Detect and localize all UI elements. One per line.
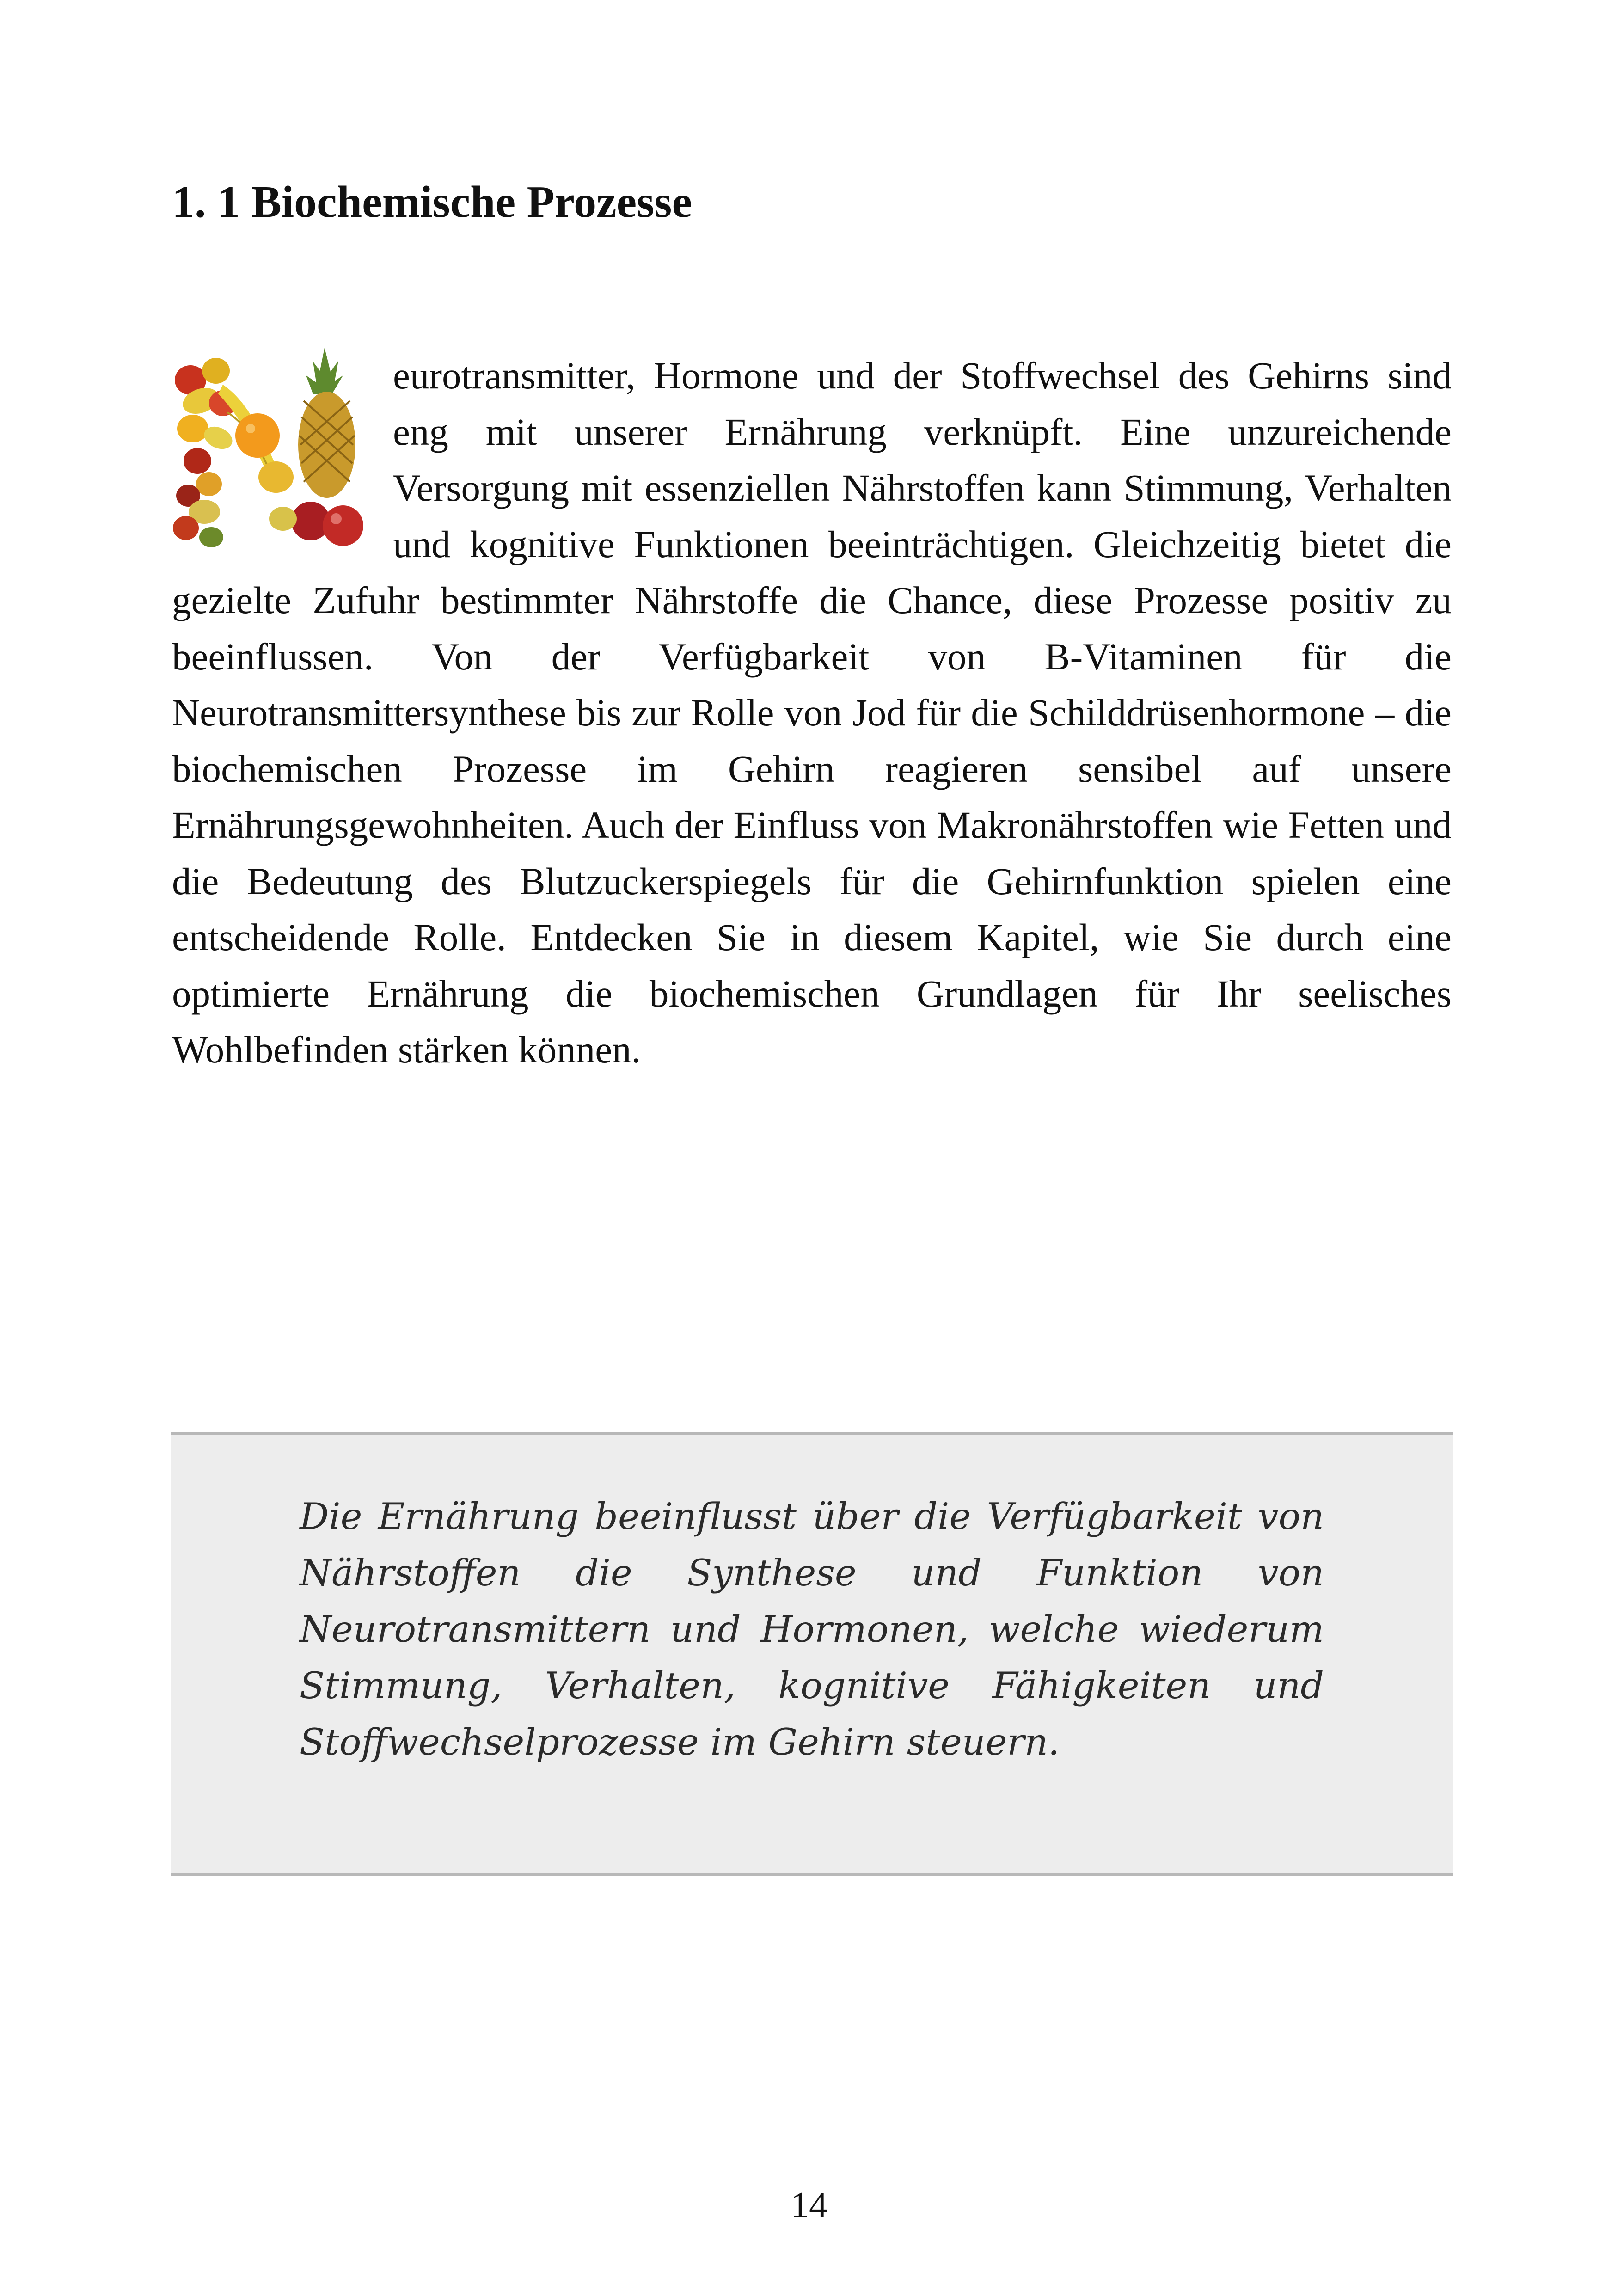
page-number: 14 bbox=[791, 2185, 827, 2226]
section-heading: 1. 1 Biochemische Prozesse bbox=[172, 177, 692, 227]
body-paragraph bbox=[172, 348, 1452, 1078]
summary-callout bbox=[171, 1432, 1453, 1876]
summary-callout-text: Die Ernährung beeinflusst über die Verfügbarkeit von Nährstoffen die Synthese und Funktion von Neurotransmittern und Hormonen, welche wiederum Stimmung, Verhalten, kognitive Fähigkeiten und Stoffwechselprozesse im Gehirn steuern. bbox=[300, 1495, 1324, 1763]
fruit-letter-n-icon bbox=[172, 343, 366, 555]
body-paragraph-text: eurotransmitter, Hormone und der Stoffwechsel des Gehirns sind eng mit unserer Ernährung verknüpft. Eine unzureichende Versorgung mit essenziellen Nährstoffen kann Stimmung, Verhalten und kognitive Funktionen beeinträchtigen. Gleichzeitig bietet die gezielte Zufuhr bestimmter Nährstoffe die Chance, diese Prozesse positiv zu beeinflussen. Von der Verfügbarkeit von B-Vitaminen für die Neurotransmittersynthese bis zur Rolle von Jod für die Schilddrüsenhormone – die biochemischen Prozesse im Gehirn reagieren sensibel auf unsere Ernährungsgewohnheiten. Auch der Einfluss von Makronährstoffen wie Fetten und die Bedeutung des Blutzuckerspiegels für die Gehirnfunktion spielen eine entscheidende Rolle. Entdecken Sie in diesem Kapitel, wie Sie durch eine optimierte Ernährung die biochemischen Grundlagen für Ihr seelisches Wohlbefinden stärken können. bbox=[172, 354, 1452, 1071]
